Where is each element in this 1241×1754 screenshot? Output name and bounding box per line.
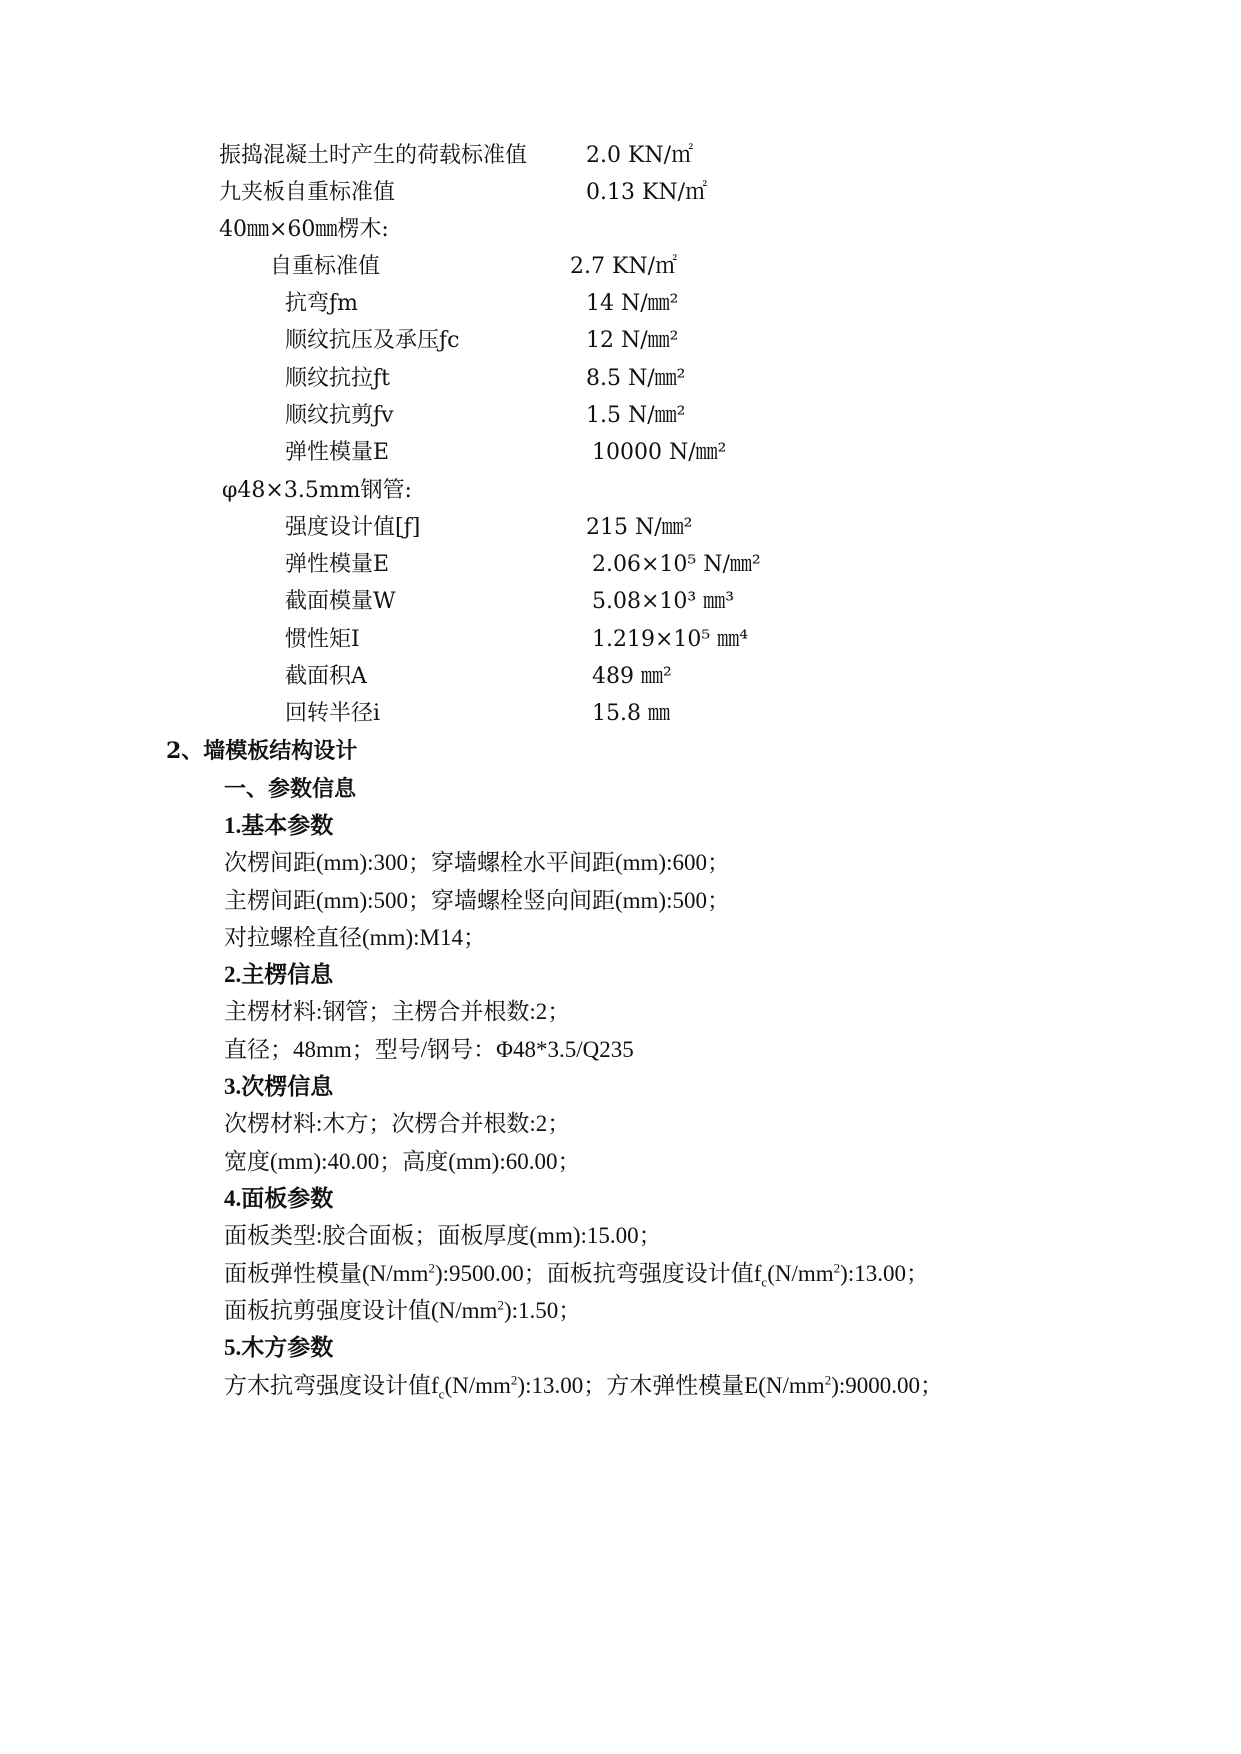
load-label: 振捣混凝土时产生的荷载标准值	[219, 143, 528, 168]
subscript: c	[761, 1274, 768, 1290]
timber-prop-label: 顺纹抗剪ƒv	[285, 403, 394, 428]
section-subtitle: 一、参数信息	[224, 776, 357, 802]
panel-param-line: 面板类型:胶合面板；面板厚度(mm):15.00；	[224, 1223, 662, 1248]
panel-param-line	[224, 1259, 929, 1289]
text-segment: (N/mm	[767, 1261, 834, 1286]
steel-prop-label: 弹性模量E	[285, 552, 390, 577]
text-segment: 面板抗剪强度设计值(N/mm	[224, 1298, 498, 1323]
timber-prop-value: 8.5 N/㎜²	[586, 366, 686, 391]
steel-prop-value: 215 N/㎜²	[586, 515, 693, 540]
secondary-joist-line: 次楞材料:木方；次楞合并根数:2；	[224, 1111, 571, 1136]
timber-prop-value: 12 N/㎜²	[586, 328, 679, 353]
main-joist-heading: 2.主楞信息	[224, 962, 334, 987]
basic-param-line: 对拉螺栓直径(mm):M14；	[224, 925, 486, 950]
subscript: c	[438, 1386, 445, 1402]
superscript: 2	[497, 1297, 504, 1313]
main-joist-line: 主楞材料:钢管；主楞合并根数:2；	[224, 999, 571, 1024]
secondary-joist-line: 宽度(mm):40.00；高度(mm):60.00；	[224, 1149, 581, 1174]
superscript: 2	[510, 1372, 518, 1388]
timber-prop-value: 14 N/㎜²	[586, 291, 679, 316]
text-segment: 面板弹性模量(N/mm	[224, 1261, 429, 1286]
steel-prop-value: 1.219×10⁵ ㎜⁴	[592, 627, 749, 652]
timber-prop-label: 弹性模量E	[285, 440, 390, 465]
basic-params-heading: 1.基本参数	[224, 813, 334, 838]
timber-heading: 40㎜×60㎜楞木:	[219, 217, 389, 242]
superscript: 2	[833, 1260, 841, 1276]
steel-prop-value: 15.8 ㎜	[592, 701, 670, 726]
steel-prop-value: 2.06×10⁵ N/㎜²	[592, 552, 761, 577]
steel-prop-label: 强度设计值[ƒ]	[285, 515, 421, 540]
load-label: 九夹板自重标准值	[219, 180, 396, 205]
timber-prop-value: 1.5 N/㎜²	[586, 403, 686, 428]
wood-param-line	[224, 1371, 943, 1401]
load-value: 0.13 KN/㎡	[586, 180, 708, 205]
text-segment: 方木抗弯强度设计值f	[224, 1373, 439, 1398]
panel-param-line	[224, 1296, 581, 1326]
basic-param-line: 次楞间距(mm):300；穿墙螺栓水平间距(mm):600；	[224, 850, 730, 875]
text-segment: ):9500.00；面板抗弯强度设计值f	[434, 1261, 762, 1286]
wood-params-heading: 5.木方参数	[224, 1335, 334, 1360]
text-segment: ):1.50；	[503, 1298, 582, 1323]
timber-prop-label: 抗弯ƒm	[285, 291, 359, 316]
steel-prop-label: 回转半径i	[285, 701, 381, 726]
superscript: 2	[824, 1372, 832, 1388]
timber-prop-label: 顺纹抗拉ƒt	[285, 366, 390, 391]
panel-params-heading: 4.面板参数	[224, 1186, 334, 1211]
secondary-joist-heading: 3.次楞信息	[224, 1074, 334, 1099]
section-title: 2、墙模板结构设计	[166, 738, 358, 764]
text-segment: ):13.00；	[840, 1261, 929, 1286]
timber-prop-value: 10000 N/㎜²	[592, 440, 727, 465]
text-segment: ):9000.00；	[831, 1373, 944, 1398]
text-segment: ):13.00；方木弹性模量E(N/mm	[517, 1373, 825, 1398]
steel-prop-label: 截面积A	[285, 664, 367, 689]
steel-prop-value: 5.08×10³ ㎜³	[592, 589, 735, 614]
steel-prop-label: 截面模量W	[285, 589, 396, 614]
load-value: 2.0 KN/㎡	[586, 143, 694, 168]
main-joist-line: 直径；48mm；型号/钢号：Φ48*3.5/Q235	[224, 1037, 634, 1062]
superscript: 2	[428, 1260, 435, 1276]
text-segment: (N/mm	[444, 1373, 511, 1398]
timber-self-weight-value: 2.7 KN/㎡	[570, 254, 678, 279]
timber-prop-label: 顺纹抗压及承压ƒc	[285, 328, 460, 353]
steel-prop-label: 惯性矩I	[285, 627, 360, 652]
timber-self-weight-label: 自重标准值	[270, 254, 381, 279]
basic-param-line: 主楞间距(mm):500；穿墙螺栓竖向间距(mm):500；	[224, 888, 730, 913]
steel-heading: φ48×3.5mm钢管:	[222, 478, 412, 503]
steel-prop-value: 489 ㎜²	[592, 664, 672, 689]
